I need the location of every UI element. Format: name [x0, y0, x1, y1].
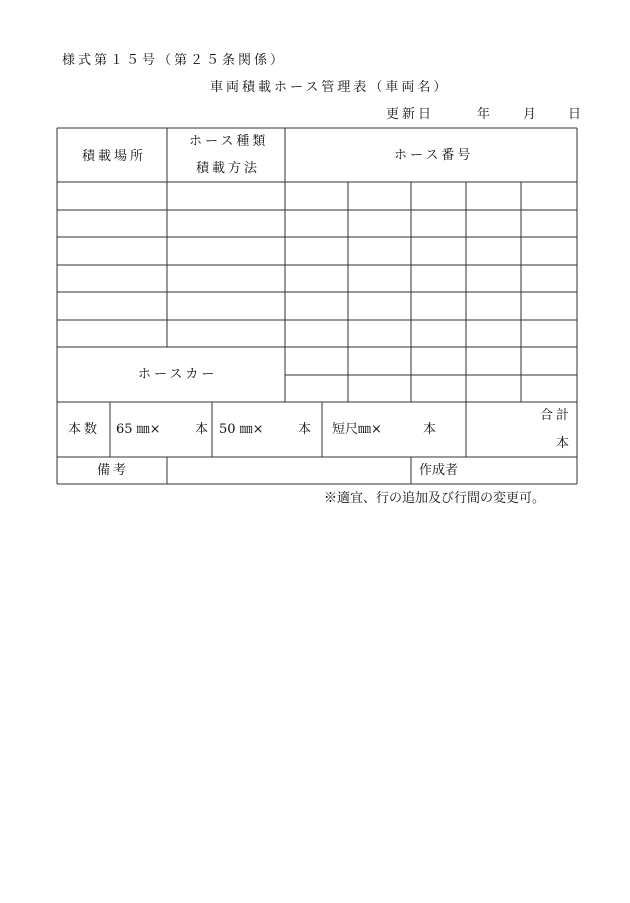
footnote: ※適宜、行の追加及び行間の変更可。	[324, 491, 546, 506]
remarks-label: 備考	[97, 463, 130, 478]
update-date-label: 更新日	[386, 107, 435, 122]
author-label: 作成者	[419, 463, 459, 478]
column-header-loading-method: 積載方法	[196, 161, 261, 176]
form-title: 車両積載ホース管理表（車両名）	[210, 80, 450, 95]
count-short-label: 短尺㎜×	[332, 422, 382, 437]
count-50mm-label: 50 ㎜×	[219, 422, 264, 437]
update-year-label: 年	[477, 107, 491, 122]
total-label: 合計	[540, 408, 573, 423]
count-65mm-unit: 本	[195, 422, 209, 437]
update-day-label: 日	[568, 107, 582, 122]
update-month-label: 月	[523, 107, 537, 122]
column-header-hose-type: ホース種類	[189, 134, 269, 149]
count-50mm-unit: 本	[298, 422, 312, 437]
count-short-unit: 本	[423, 422, 437, 437]
count-label: 本数	[68, 422, 101, 437]
total-unit: 本	[556, 436, 570, 451]
column-header-hose-number: ホース番号	[394, 148, 474, 163]
form-number: 様式第１５号（第２５条関係）	[62, 53, 287, 68]
count-65mm-label: 65 ㎜×	[116, 422, 161, 437]
hose-car-label: ホースカー	[138, 367, 218, 382]
column-header-location: 積載場所	[82, 149, 147, 164]
